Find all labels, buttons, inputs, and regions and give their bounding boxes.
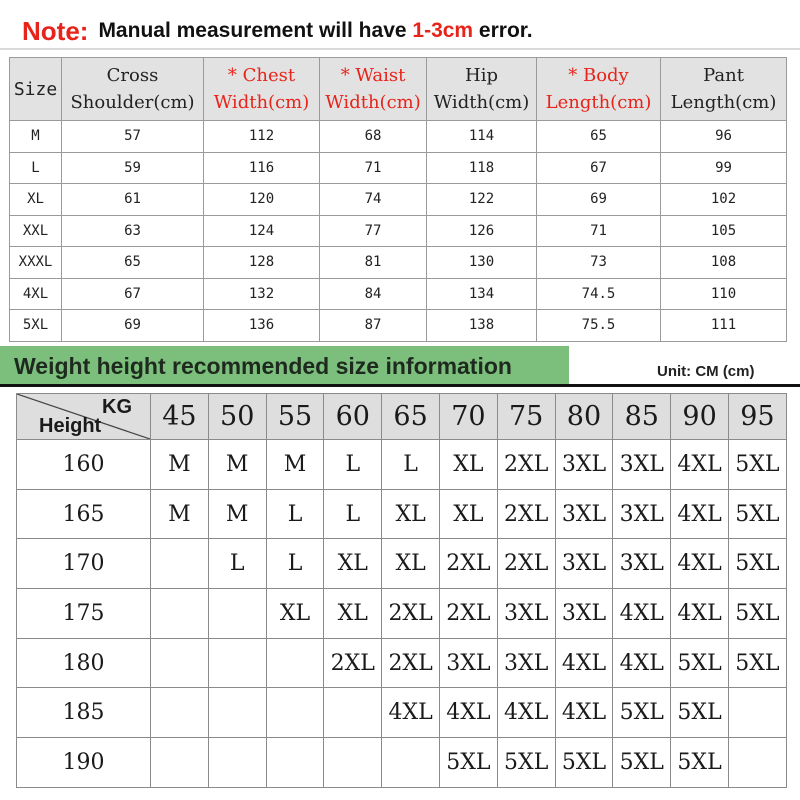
col-header-line1: * Chest bbox=[227, 65, 296, 86]
recommended-size-cell: 5XL bbox=[728, 539, 786, 589]
table-row bbox=[10, 310, 787, 342]
measurement-cell: 74.5 bbox=[537, 278, 661, 310]
measurement-cell: 67 bbox=[62, 278, 204, 310]
table-row bbox=[17, 738, 787, 788]
measurement-cell: 61 bbox=[62, 184, 204, 216]
size-chart-header-row bbox=[10, 58, 787, 121]
weight-header-cell: 95 bbox=[728, 394, 786, 440]
measurement-cell: 128 bbox=[204, 247, 320, 279]
height-cell: 185 bbox=[17, 688, 151, 738]
table-row bbox=[10, 247, 787, 279]
recommended-size-cell: 5XL bbox=[671, 638, 729, 688]
recommended-size-cell: 5XL bbox=[439, 738, 497, 788]
recommended-size-cell: L bbox=[208, 539, 266, 589]
recommended-size-cell: 2XL bbox=[382, 638, 440, 688]
recommended-size-cell bbox=[208, 638, 266, 688]
measurement-cell: 134 bbox=[427, 278, 537, 310]
size-label-cell: 4XL bbox=[10, 278, 62, 310]
table-row bbox=[17, 688, 787, 738]
col-header-line1: Pant bbox=[703, 65, 744, 86]
recommended-size-cell: 2XL bbox=[497, 539, 555, 589]
table-row bbox=[17, 440, 787, 490]
measurement-cell: 57 bbox=[62, 121, 204, 153]
weight-header-cell: 85 bbox=[613, 394, 671, 440]
measurement-cell: 84 bbox=[320, 278, 427, 310]
measurement-cell: 111 bbox=[661, 310, 787, 342]
recommended-size-cell: 5XL bbox=[613, 738, 671, 788]
height-cell: 160 bbox=[17, 440, 151, 490]
measurement-cell: 67 bbox=[537, 152, 661, 184]
recommended-size-cell: M bbox=[208, 440, 266, 490]
size-recommendation-table bbox=[16, 393, 787, 788]
col-header-line2: Shoulder(cm) bbox=[70, 92, 195, 113]
size-label-cell: XL bbox=[10, 184, 62, 216]
table-row bbox=[17, 489, 787, 539]
recommended-size-cell bbox=[151, 539, 209, 589]
measurement-cell: 65 bbox=[537, 121, 661, 153]
size-chart-body bbox=[10, 121, 787, 342]
size-col-header bbox=[62, 58, 204, 121]
recommended-size-cell: 2XL bbox=[439, 589, 497, 639]
size-col-header bbox=[204, 58, 320, 121]
table-row bbox=[10, 152, 787, 184]
table-row bbox=[10, 278, 787, 310]
measurement-cell: 136 bbox=[204, 310, 320, 342]
recommended-size-cell bbox=[324, 738, 382, 788]
height-cell: 190 bbox=[17, 738, 151, 788]
recommended-size-cell: L bbox=[382, 440, 440, 490]
recommended-size-cell: 2XL bbox=[324, 638, 382, 688]
measurement-cell: 132 bbox=[204, 278, 320, 310]
recommended-size-cell: 3XL bbox=[497, 589, 555, 639]
recommended-size-cell: 2XL bbox=[382, 589, 440, 639]
col-header-line1: * Waist bbox=[340, 65, 406, 86]
recommended-size-cell: 5XL bbox=[555, 738, 613, 788]
recommended-size-cell: 3XL bbox=[555, 539, 613, 589]
recommended-size-cell: XL bbox=[382, 489, 440, 539]
measurement-cell: 138 bbox=[427, 310, 537, 342]
note-text-before: Manual measurement will have bbox=[98, 19, 413, 42]
recommended-size-cell: 2XL bbox=[497, 489, 555, 539]
measurement-cell: 102 bbox=[661, 184, 787, 216]
weight-header-cell: 70 bbox=[439, 394, 497, 440]
measurement-cell: 130 bbox=[427, 247, 537, 279]
recommended-size-cell: 5XL bbox=[728, 489, 786, 539]
note-text-after: error. bbox=[473, 19, 533, 42]
recommended-size-cell: XL bbox=[266, 589, 324, 639]
size-chart-table bbox=[9, 57, 787, 342]
recommended-size-cell: M bbox=[151, 489, 209, 539]
recommended-size-cell: XL bbox=[324, 539, 382, 589]
corner-cell bbox=[17, 394, 151, 440]
recommended-size-cell bbox=[208, 688, 266, 738]
recommended-size-cell: M bbox=[266, 440, 324, 490]
weight-header-cell: 55 bbox=[266, 394, 324, 440]
measurement-cell: 71 bbox=[537, 215, 661, 247]
size-col-header bbox=[537, 58, 661, 121]
recommended-size-cell: 4XL bbox=[613, 589, 671, 639]
recommended-size-cell: 5XL bbox=[613, 688, 671, 738]
col-header-line2: Width(cm) bbox=[213, 92, 310, 113]
recommended-size-cell: 2XL bbox=[497, 440, 555, 490]
recommended-size-cell: 2XL bbox=[439, 539, 497, 589]
recommended-size-cell: XL bbox=[439, 440, 497, 490]
table-row bbox=[17, 589, 787, 639]
measurement-cell: 108 bbox=[661, 247, 787, 279]
recommended-size-cell bbox=[151, 738, 209, 788]
measurement-cell: 69 bbox=[62, 310, 204, 342]
col-header-line2: Length(cm) bbox=[670, 92, 777, 113]
height-cell: 170 bbox=[17, 539, 151, 589]
measurement-cell: 99 bbox=[661, 152, 787, 184]
size-label-cell: 5XL bbox=[10, 310, 62, 342]
recommended-size-cell bbox=[208, 738, 266, 788]
measurement-cell: 59 bbox=[62, 152, 204, 184]
recommended-size-cell bbox=[324, 688, 382, 738]
size-label-cell: XXL bbox=[10, 215, 62, 247]
measurement-cell: 87 bbox=[320, 310, 427, 342]
recommended-size-cell: 3XL bbox=[497, 638, 555, 688]
recommended-size-cell bbox=[208, 589, 266, 639]
recommendation-body bbox=[17, 440, 787, 788]
col-header-line1: * Body bbox=[568, 65, 629, 86]
recommended-size-cell: 4XL bbox=[671, 489, 729, 539]
recommended-size-cell: 3XL bbox=[439, 638, 497, 688]
note-highlight: 1-3cm bbox=[412, 19, 474, 42]
recommended-size-cell: 4XL bbox=[671, 539, 729, 589]
height-cell: 175 bbox=[17, 589, 151, 639]
measurement-cell: 69 bbox=[537, 184, 661, 216]
recommended-size-cell bbox=[151, 589, 209, 639]
measurement-cell: 75.5 bbox=[537, 310, 661, 342]
measurement-cell: 124 bbox=[204, 215, 320, 247]
size-label-cell: M bbox=[10, 121, 62, 153]
recommended-size-cell: 4XL bbox=[439, 688, 497, 738]
recommended-size-cell: L bbox=[324, 489, 382, 539]
recommended-size-cell: 4XL bbox=[497, 688, 555, 738]
recommended-size-cell: 3XL bbox=[555, 440, 613, 490]
recommended-size-cell: 4XL bbox=[555, 638, 613, 688]
banner-divider bbox=[0, 384, 800, 387]
recommended-size-cell: 4XL bbox=[613, 638, 671, 688]
table-row bbox=[10, 121, 787, 153]
recommended-size-cell: 3XL bbox=[555, 489, 613, 539]
measurement-cell: 96 bbox=[661, 121, 787, 153]
size-col-header bbox=[661, 58, 787, 121]
col-header-line1: Size bbox=[13, 78, 58, 100]
col-header-line1: Hip bbox=[465, 65, 498, 86]
recommended-size-cell bbox=[728, 738, 786, 788]
height-cell: 165 bbox=[17, 489, 151, 539]
measurement-cell: 112 bbox=[204, 121, 320, 153]
size-label-cell: L bbox=[10, 152, 62, 184]
recommended-size-cell bbox=[151, 688, 209, 738]
recommended-size-cell: 3XL bbox=[613, 440, 671, 490]
corner-kg-label: KG bbox=[102, 396, 132, 418]
col-header-line2: Width(cm) bbox=[325, 92, 421, 113]
size-label-cell: XXXL bbox=[10, 247, 62, 279]
recommended-size-cell: 5XL bbox=[671, 738, 729, 788]
table-row bbox=[17, 638, 787, 688]
recommended-size-cell: XL bbox=[382, 539, 440, 589]
measurement-cell: 122 bbox=[427, 184, 537, 216]
measurement-cell: 71 bbox=[320, 152, 427, 184]
size-col-header bbox=[320, 58, 427, 121]
weight-header-cell: 80 bbox=[555, 394, 613, 440]
weight-header-cell: 50 bbox=[208, 394, 266, 440]
recommended-size-cell: 5XL bbox=[497, 738, 555, 788]
measurement-cell: 120 bbox=[204, 184, 320, 216]
recommended-size-cell: 4XL bbox=[382, 688, 440, 738]
recommended-size-cell bbox=[728, 688, 786, 738]
measurement-cell: 114 bbox=[427, 121, 537, 153]
table-row bbox=[10, 215, 787, 247]
measurement-cell: 116 bbox=[204, 152, 320, 184]
recommended-size-cell bbox=[266, 638, 324, 688]
measurement-cell: 65 bbox=[62, 247, 204, 279]
measurement-cell: 63 bbox=[62, 215, 204, 247]
recommended-size-cell: 3XL bbox=[555, 589, 613, 639]
unit-label: Unit: CM (cm) bbox=[657, 363, 755, 380]
recommended-size-cell: 4XL bbox=[555, 688, 613, 738]
recommended-size-cell: 5XL bbox=[728, 440, 786, 490]
recommended-size-cell: XL bbox=[439, 489, 497, 539]
size-col-header bbox=[427, 58, 537, 121]
weight-header-cell: 45 bbox=[151, 394, 209, 440]
col-header-line2: Length(cm) bbox=[545, 92, 652, 113]
recommendation-banner bbox=[0, 346, 569, 386]
measurement-cell: 73 bbox=[537, 247, 661, 279]
recommended-size-cell: 3XL bbox=[613, 539, 671, 589]
weight-header-cell: 65 bbox=[382, 394, 440, 440]
table-row bbox=[17, 539, 787, 589]
recommended-size-cell: 5XL bbox=[728, 638, 786, 688]
note-label: Note: bbox=[22, 15, 89, 46]
measurement-cell: 74 bbox=[320, 184, 427, 216]
measurement-cell: 68 bbox=[320, 121, 427, 153]
recommended-size-cell: M bbox=[208, 489, 266, 539]
recommended-size-cell bbox=[151, 638, 209, 688]
recommended-size-cell: 4XL bbox=[671, 589, 729, 639]
recommended-size-cell: 5XL bbox=[728, 589, 786, 639]
banner-title: Weight height recommended size information bbox=[14, 353, 512, 379]
measurement-cell: 126 bbox=[427, 215, 537, 247]
height-cell: 180 bbox=[17, 638, 151, 688]
size-col-header bbox=[10, 58, 62, 121]
recommended-size-cell: L bbox=[266, 489, 324, 539]
recommended-size-cell: L bbox=[324, 440, 382, 490]
measurement-cell: 81 bbox=[320, 247, 427, 279]
measurement-cell: 77 bbox=[320, 215, 427, 247]
recommended-size-cell: XL bbox=[324, 589, 382, 639]
weight-header-cell: 60 bbox=[324, 394, 382, 440]
recommended-size-cell: 5XL bbox=[671, 688, 729, 738]
note-divider bbox=[0, 48, 800, 50]
recommended-size-cell bbox=[266, 738, 324, 788]
col-header-line2: Width(cm) bbox=[433, 92, 530, 113]
weight-header-cell: 75 bbox=[497, 394, 555, 440]
measurement-note bbox=[22, 12, 533, 50]
measurement-cell: 110 bbox=[661, 278, 787, 310]
recommended-size-cell bbox=[266, 688, 324, 738]
recommended-size-cell: M bbox=[151, 440, 209, 490]
corner-height-label: Height bbox=[39, 415, 102, 437]
measurement-cell: 105 bbox=[661, 215, 787, 247]
recommended-size-cell: 3XL bbox=[613, 489, 671, 539]
recommended-size-cell: L bbox=[266, 539, 324, 589]
recommended-size-cell bbox=[382, 738, 440, 788]
table-row bbox=[10, 184, 787, 216]
measurement-cell: 118 bbox=[427, 152, 537, 184]
weight-header-cell: 90 bbox=[671, 394, 729, 440]
recommended-size-cell: 4XL bbox=[671, 440, 729, 490]
col-header-line1: Cross bbox=[106, 65, 159, 86]
recommendation-header-row bbox=[17, 394, 787, 440]
